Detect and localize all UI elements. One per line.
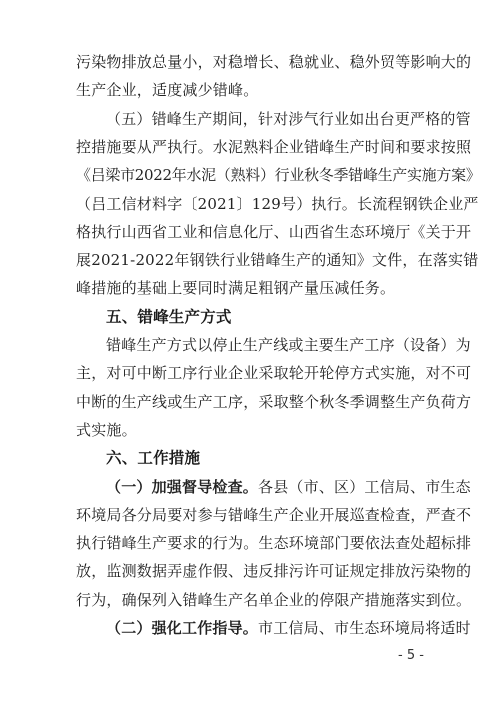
section-heading-5: 五、错峰生产方式 bbox=[106, 307, 232, 326]
body-line: （五）错峰生产期间，针对涉气行业如出台更严格的管 bbox=[106, 109, 471, 128]
body-line: 生产企业，适度减少错峰。 bbox=[76, 81, 259, 100]
item-2-text: 市工信局、市生态环境局将适时 bbox=[258, 619, 471, 637]
body-line: 格执行山西省工业和信息化厅、山西省生态环境厅《关于开 bbox=[76, 222, 472, 241]
item-1-text: 各县（市、区）工信局、市生态 bbox=[258, 477, 471, 496]
body-line: 展2021-2022年钢铁行业错峰生产的通知》文件，在落实错 bbox=[76, 251, 479, 270]
body-line: 放，监测数据弄虚作假、违反排污许可证规定排放污染物的 bbox=[76, 562, 472, 581]
item-1-title: （一）加强督导检查。 bbox=[106, 477, 259, 496]
body-line: 污染物排放总量小，对稳增长、稳就业、稳外贸等影响大的 bbox=[76, 53, 472, 71]
section-heading-6: 六、工作措施 bbox=[106, 449, 201, 468]
page-number: - 5 - bbox=[398, 648, 424, 663]
body-line: 峰措施的基础上要同时满足粗钢产量压减任务。 bbox=[76, 279, 396, 298]
body-line: 中断的生产线或生产工序，采取整个秋冬季调整生产负荷方 bbox=[76, 392, 472, 411]
body-line: 环境局各分局要对参与错峰生产企业开展巡查检查，严查不 bbox=[76, 505, 472, 524]
body-line: 执行错峰生产要求的行为。生态环境部门要依法查处超标排 bbox=[76, 534, 472, 553]
body-line: 控措施要从严执行。水泥熟料企业错峰生产时间和要求按照 bbox=[76, 137, 472, 156]
item-2-title: （二）强化工作指导。 bbox=[106, 619, 259, 637]
item-1-line bbox=[106, 477, 471, 497]
body-line: 式实施。 bbox=[76, 420, 137, 439]
body-line: 主，对可中断工序行业企业采取轮开轮停方式实施，对不可 bbox=[76, 364, 472, 383]
body-line: 错峰生产方式以停止生产线或主要生产工序（设备）为 bbox=[106, 336, 471, 354]
body-line: 《吕梁市2022年水泥（熟料）行业秋冬季错峰生产实施方案》 bbox=[76, 166, 481, 185]
body-line: （吕工信材料字〔2021〕129号）执行。长流程钢铁企业严 bbox=[76, 194, 479, 213]
body-line: 行为，确保列入错峰生产名单企业的停限产措施落实到位。 bbox=[76, 590, 472, 609]
item-2-line bbox=[106, 618, 471, 638]
